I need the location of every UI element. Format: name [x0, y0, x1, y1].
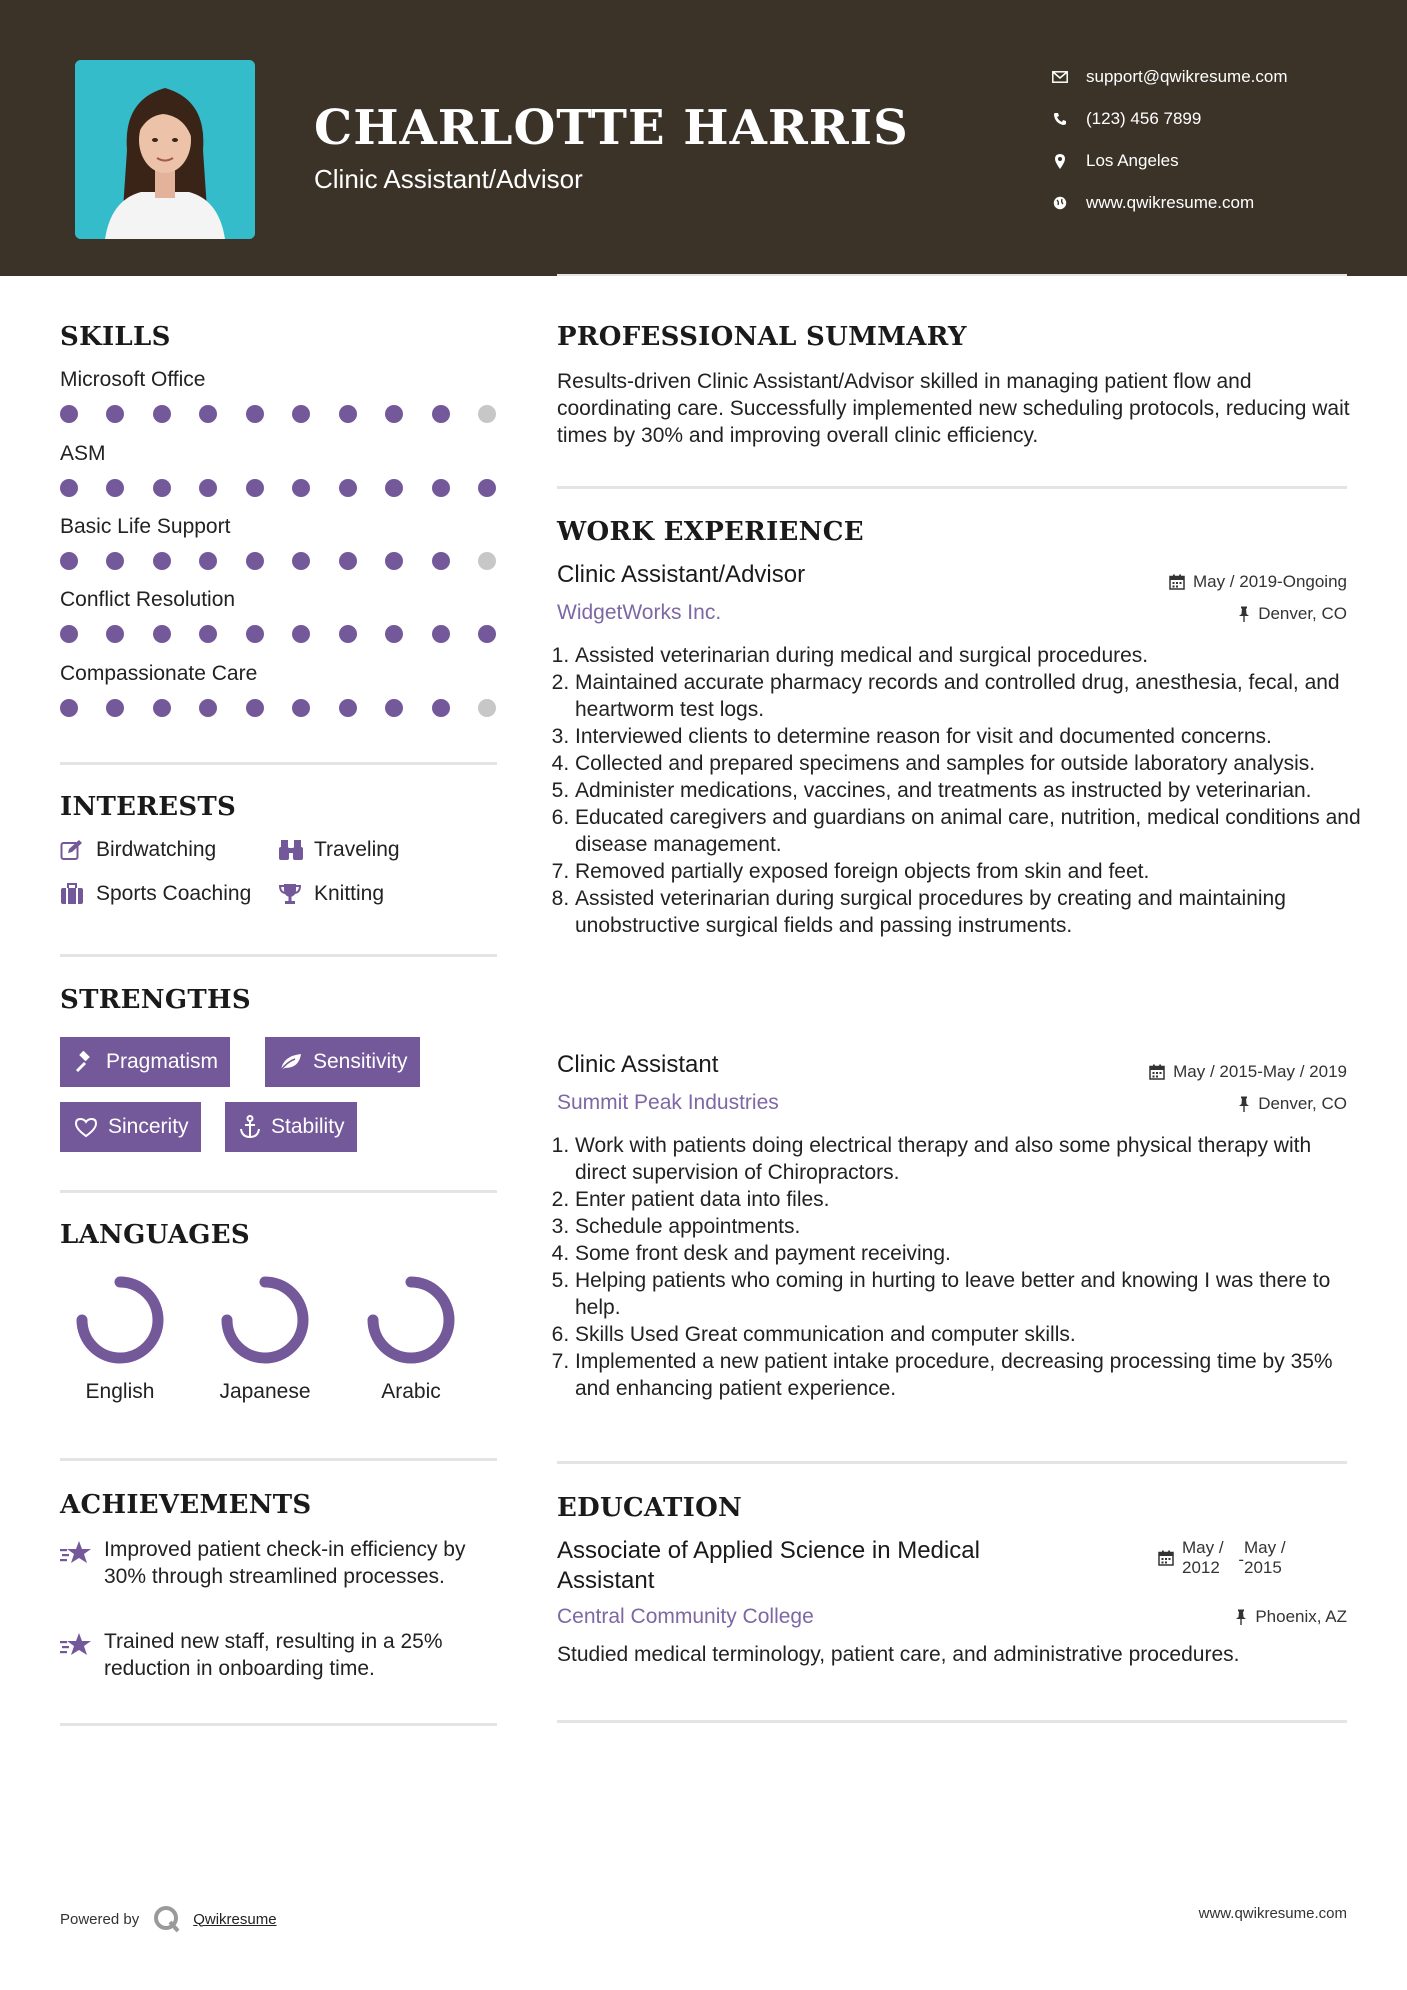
duty-item: 7. Removed partially exposed foreign objects from skin and feet. [575, 858, 1365, 885]
skill-rating [60, 699, 496, 717]
interest-label: Knitting [314, 882, 385, 905]
section-divider [60, 1723, 497, 1726]
powered-by-text: Powered by [60, 1910, 140, 1928]
interest-label: Birdwatching [96, 838, 217, 861]
interest-label: Sports Coaching [96, 882, 252, 905]
rating-dot-filled [246, 479, 264, 497]
interest-item [278, 882, 384, 906]
duty-item: 3. Interviewed clients to determine reason for visit and documented concerns. [575, 723, 1365, 750]
rating-dot-filled [339, 405, 357, 423]
contact-email-text: support@qwikresume.com [1086, 67, 1288, 86]
section-divider [60, 954, 497, 957]
education-location [1235, 1607, 1347, 1627]
rating-dot-filled [153, 405, 171, 423]
strength-label: Sincerity [108, 1115, 189, 1138]
education-degree: Associate of Applied Science in Medical Assistant [557, 1537, 980, 1594]
job-location-text: Denver, CO [1258, 1094, 1347, 1113]
briefcase-icon [60, 883, 86, 905]
job-duties [557, 642, 1365, 939]
heart-icon [74, 1117, 98, 1138]
language-name: Japanese [219, 1380, 311, 1403]
rating-dot-filled [385, 479, 403, 497]
rating-dot-filled [106, 699, 124, 717]
pushpin-icon [1238, 1096, 1250, 1112]
interest-item [60, 838, 216, 862]
rating-dot-filled [199, 625, 217, 643]
language-name: Arabic [381, 1380, 441, 1403]
language-item [351, 1272, 471, 1404]
job-title: Clinic Assistant/Advisor [557, 561, 806, 588]
rating-dot-filled [432, 625, 450, 643]
strength-chip [60, 1102, 201, 1152]
pushpin-icon [1235, 1609, 1247, 1625]
duty-item: 5. Administer medications, vaccines, and treatments as instructed by veterinarian. [575, 777, 1365, 804]
duty-item: 2. Enter patient data into files. [575, 1186, 1365, 1213]
rating-dot-filled [385, 699, 403, 717]
rating-dot-filled [385, 625, 403, 643]
strengths-heading: STRENGTHS [60, 985, 251, 1015]
interests-heading: INTERESTS [60, 792, 237, 822]
duty-item: 4. Collected and prepared specimens and samples for outside laboratory analysis. [575, 750, 1365, 777]
qwikresume-logo-icon [153, 1905, 181, 1933]
achievement-item [60, 1536, 500, 1590]
skill-name: Basic Life Support [60, 515, 231, 538]
skill-rating [60, 625, 496, 643]
rating-dot-filled [246, 625, 264, 643]
section-divider [557, 1720, 1347, 1723]
education-start-year: 2012 [1182, 1558, 1220, 1577]
contact-email[interactable] [1050, 56, 1288, 98]
gavel-icon [74, 1051, 96, 1073]
achievements-heading: ACHIEVEMENTS [60, 1490, 312, 1520]
trophy-icon [278, 883, 304, 905]
job-date [1149, 1062, 1347, 1082]
star-icon [60, 1536, 90, 1590]
job-location [1238, 1094, 1347, 1114]
language-name: English [85, 1380, 155, 1403]
rating-dot-filled [292, 552, 310, 570]
star-icon [60, 1628, 90, 1682]
rating-dot-filled [339, 552, 357, 570]
rating-dot-filled [60, 479, 78, 497]
contact-phone[interactable] [1050, 98, 1288, 140]
rating-dot-filled [292, 479, 310, 497]
skill-name: Microsoft Office [60, 368, 206, 391]
rating-dot-filled [199, 552, 217, 570]
language-progress-arc [227, 1282, 303, 1358]
work-heading: WORK EXPERIENCE [557, 517, 864, 547]
resume-header [0, 0, 1407, 276]
skill-name: Conflict Resolution [60, 588, 236, 611]
calendar-icon [1149, 1064, 1165, 1080]
interest-item [278, 838, 400, 862]
rating-dot-filled [478, 479, 496, 497]
rating-dot-filled [432, 405, 450, 423]
rating-dot-filled [60, 699, 78, 717]
rating-dot-filled [60, 625, 78, 643]
education-start [1182, 1538, 1228, 1578]
rating-dot-filled [292, 625, 310, 643]
duty-item: 4. Some front desk and payment receiving. [575, 1240, 1365, 1267]
duty-item: 1. Work with patients doing electrical therapy and also some physical therapy with direct supervision of Chiropractors. [575, 1132, 1365, 1186]
duty-item: 7. Implemented a new patient intake procedure, decreasing processing time by 35% and enhancing patient experience. [575, 1348, 1365, 1402]
rating-dot-filled [106, 625, 124, 643]
skill-rating [60, 405, 496, 423]
footer-powered-by [60, 1905, 277, 1933]
rating-dot-filled [60, 552, 78, 570]
education-date-dash: - [1238, 1550, 1244, 1569]
rating-dot-filled [106, 552, 124, 570]
summary-text: Results-driven Clinic Assistant/Advisor skilled in managing patient flow and coordinating care. Successfully implemented new scheduling protocols, reducing wait times by 30% and improving overall clinic efficiency. [557, 370, 1350, 447]
achievement-item [60, 1628, 500, 1682]
language-progress-arc [373, 1282, 449, 1358]
globe-icon [1050, 196, 1070, 210]
rating-dot-filled [339, 479, 357, 497]
rating-dot-filled [153, 699, 171, 717]
pushpin-icon [1238, 606, 1250, 622]
strength-label: Pragmatism [106, 1050, 219, 1073]
duty-item: 8. Assisted veterinarian during surgical procedures by creating and maintaining unobstructive surgical fields and passing instruments. [575, 885, 1365, 939]
rating-dot-filled [385, 552, 403, 570]
rating-dot-filled [60, 405, 78, 423]
strength-label: Sensitivity [313, 1050, 408, 1073]
language-item [205, 1272, 325, 1404]
candidate-role: Clinic Assistant/Advisor [314, 164, 583, 194]
job-title: Clinic Assistant [557, 1051, 719, 1078]
job-company: WidgetWorks Inc. [557, 601, 722, 624]
envelope-icon [1050, 71, 1070, 83]
contact-website[interactable] [1050, 182, 1288, 224]
rating-dot-filled [478, 625, 496, 643]
calendar-icon [1158, 1538, 1174, 1566]
rating-dot-empty [478, 552, 496, 570]
duty-item: 1. Assisted veterinarian during medical and surgical procedures. [575, 642, 1365, 669]
leaf-icon [279, 1052, 303, 1072]
achievement-text: Trained new staff, resulting in a 25% reduction in onboarding time. [104, 1630, 443, 1680]
strength-chip [225, 1102, 357, 1152]
duty-item: 2. Maintained accurate pharmacy records and controlled drug, anesthesia, fecal, and heartworm test logs. [575, 669, 1365, 723]
skills-heading: SKILLS [60, 322, 171, 352]
job-location [1238, 604, 1347, 624]
languages-heading: LANGUAGES [60, 1220, 250, 1250]
education-location-text: Phoenix, AZ [1255, 1607, 1347, 1626]
skill-name: ASM [60, 442, 106, 465]
section-divider [60, 762, 497, 765]
duty-item: 5. Helping patients who coming in hurting to leave better and knowing I was there to help. [575, 1267, 1365, 1321]
rating-dot-empty [478, 405, 496, 423]
edit-icon [60, 839, 86, 861]
rating-dot-filled [199, 479, 217, 497]
job-date-text: May / 2015-May / 2019 [1173, 1062, 1347, 1081]
rating-dot-filled [339, 625, 357, 643]
language-progress-arc [82, 1282, 158, 1358]
job-date-text: May / 2019-Ongoing [1192, 572, 1347, 591]
footer-website[interactable]: www.qwikresume.com [1198, 1905, 1347, 1922]
rating-dot-filled [246, 552, 264, 570]
rating-dot-filled [153, 552, 171, 570]
map-pin-icon [1050, 154, 1070, 169]
education-heading: EDUCATION [557, 1493, 743, 1523]
phone-icon [1050, 112, 1070, 126]
language-item [60, 1272, 180, 1404]
language-progress-ring [363, 1272, 459, 1368]
rating-dot-filled [385, 405, 403, 423]
calendar-icon [1169, 574, 1185, 590]
section-divider [557, 1461, 1347, 1464]
rating-dot-filled [432, 699, 450, 717]
job-company: Summit Peak Industries [557, 1091, 779, 1114]
skill-name: Compassionate Care [60, 662, 258, 685]
interest-item [60, 882, 251, 906]
contact-phone-text: (123) 456 7899 [1086, 109, 1202, 128]
rating-dot-filled [246, 405, 264, 423]
rating-dot-filled [199, 699, 217, 717]
binoculars-icon [278, 839, 304, 861]
job-date [1169, 572, 1347, 592]
duty-item: 6. Educated caregivers and guardians on animal care, nutrition, medical conditions and disease management. [575, 804, 1365, 858]
rating-dot-filled [292, 405, 310, 423]
job-location-text: Denver, CO [1258, 604, 1347, 623]
duty-item: 3. Schedule appointments. [575, 1213, 1365, 1240]
duty-item: 6. Skills Used Great communication and computer skills. [575, 1321, 1365, 1348]
section-divider [60, 1458, 497, 1461]
rating-dot-filled [246, 699, 264, 717]
rating-dot-filled [292, 699, 310, 717]
rating-dot-filled [199, 405, 217, 423]
contact-list [1050, 56, 1288, 224]
contact-website-text: www.qwikresume.com [1086, 193, 1255, 212]
education-description: Studied medical terminology, patient care, and administrative procedures. [557, 1643, 1240, 1666]
rating-dot-filled [432, 479, 450, 497]
rating-dot-empty [478, 699, 496, 717]
summary-heading: PROFESSIONAL SUMMARY [557, 322, 967, 352]
section-divider [557, 486, 1347, 489]
education-end [1244, 1538, 1286, 1578]
education-end-month: May / [1244, 1538, 1286, 1557]
skill-rating [60, 552, 496, 570]
rating-dot-filled [432, 552, 450, 570]
achievement-text: Improved patient check-in efficiency by 30% through streamlined processes. [104, 1538, 466, 1588]
job-duties [557, 1132, 1365, 1402]
qwikresume-link[interactable]: Qwikresume [193, 1910, 277, 1928]
education-start-month: May / [1182, 1538, 1224, 1557]
header-underline [557, 274, 1347, 276]
language-progress-ring [217, 1272, 313, 1368]
contact-location [1050, 140, 1288, 182]
rating-dot-filled [153, 479, 171, 497]
section-divider [60, 1190, 497, 1193]
rating-dot-filled [339, 699, 357, 717]
rating-dot-filled [106, 405, 124, 423]
education-school: Central Community College [557, 1605, 814, 1628]
rating-dot-filled [153, 625, 171, 643]
strength-chip [265, 1037, 420, 1087]
skill-rating [60, 479, 496, 497]
language-progress-ring [72, 1272, 168, 1368]
strength-chip [60, 1037, 230, 1087]
profile-photo [75, 60, 255, 239]
strength-label: Stability [271, 1115, 345, 1138]
rating-dot-filled [106, 479, 124, 497]
candidate-name: CHARLOTTE HARRIS [314, 100, 909, 156]
education-date [1158, 1538, 1286, 1578]
education-end-year: 2015 [1244, 1558, 1282, 1577]
anchor-icon [239, 1115, 261, 1139]
interest-label: Traveling [314, 838, 400, 861]
contact-location-text: Los Angeles [1086, 151, 1179, 170]
